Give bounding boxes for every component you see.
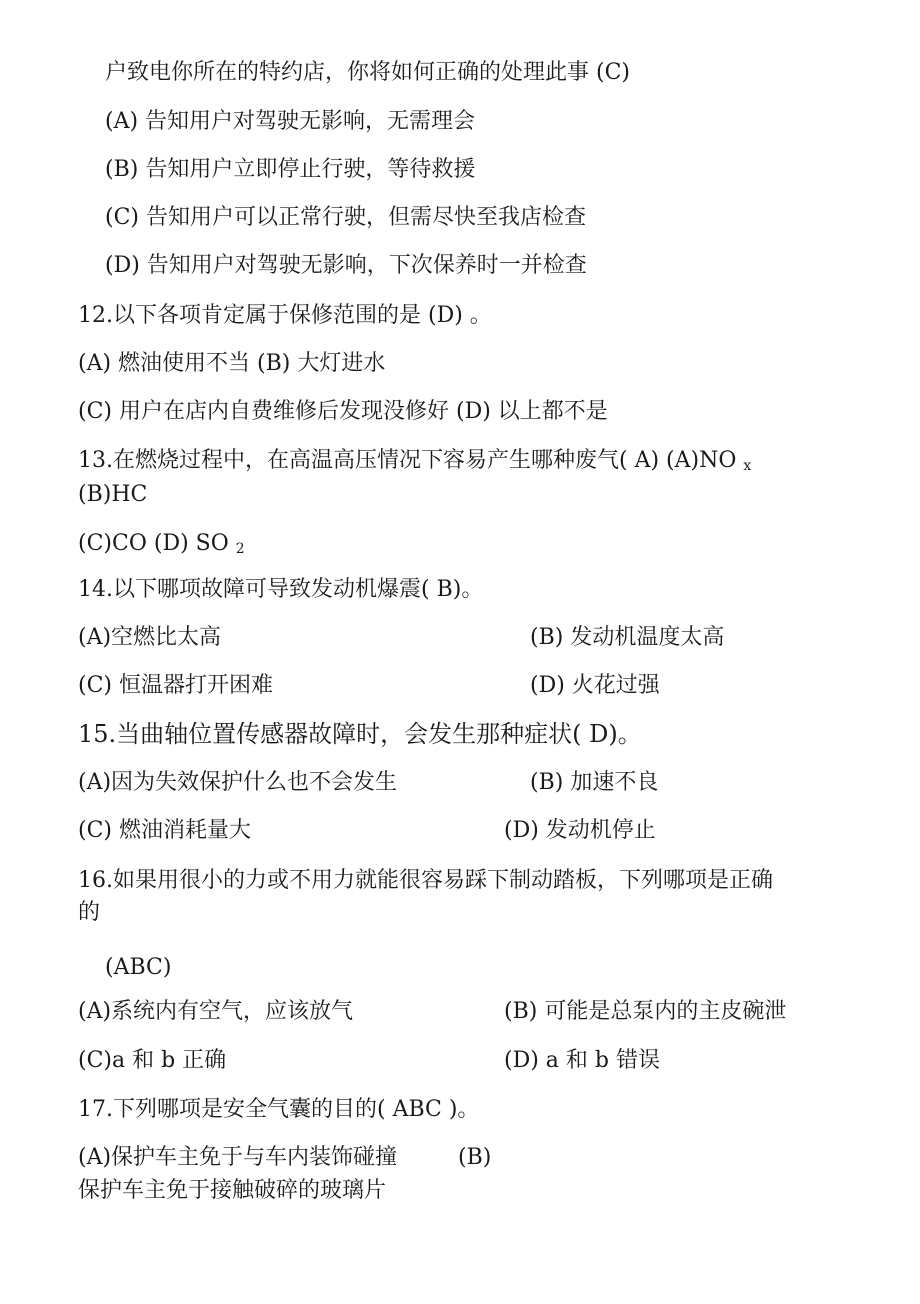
- q15-option-b: (B) 加速不良: [530, 770, 659, 795]
- q14-option-d: (D) 火花过强: [530, 673, 660, 698]
- q13-stem-text: 13.在燃烧过程中，在高温高压情况下容易产生哪种废气( A) (A)NO: [78, 448, 737, 473]
- q11-stem: 户致电你所在的特约店，你将如何正确的处理此事 (C): [105, 60, 630, 85]
- q12-options-ab: (A) 燃油使用不当 (B) 大灯进水: [78, 351, 386, 376]
- q13-options-cd-text: (C)CO (D) SO: [78, 531, 229, 556]
- q15-stem: 15.当曲轴位置传感器故障时，会发生那种症状( D)。: [78, 720, 642, 748]
- q11-option-d: (D) 告知用户对驾驶无影响，下次保养时一并检查: [105, 253, 587, 278]
- q15-option-d: (D) 发动机停止: [504, 818, 656, 843]
- q17-option-b-label: (B): [458, 1145, 492, 1170]
- q14-option-a: (A)空燃比太高: [78, 625, 222, 650]
- q13-stem: [78, 446, 751, 481]
- q16-answer: (ABC): [105, 955, 172, 980]
- q15-option-a: (A)因为失效保护什么也不会发生: [78, 770, 398, 795]
- q16-option-d: (D) a 和 b 错误: [504, 1048, 660, 1073]
- q12-options-cd: (C) 用户在店内自费维修后发现没修好 (D) 以上都不是: [78, 399, 608, 424]
- q11-option-c: (C) 告知用户可以正常行驶，但需尽快至我店检查: [105, 205, 586, 230]
- q16-option-b: (B) 可能是总泵内的主皮碗泄: [504, 999, 787, 1024]
- q17-option-b-text: 保护车主免于接触破碎的玻璃片: [78, 1178, 387, 1203]
- q16-stem: 16.如果用很小的力或不用力就能很容易踩下制动踏板，下列哪项是正确: [78, 868, 773, 893]
- q14-option-c: (C) 恒温器打开困难: [78, 673, 273, 698]
- q14-stem: 14.以下哪项故障可导致发动机爆震( B)。: [78, 577, 484, 602]
- q16-option-c: (C)a 和 b 正确: [78, 1048, 227, 1073]
- q13-options-cd: [78, 529, 245, 564]
- q11-option-a: (A) 告知用户对驾驶无影响，无需理会: [105, 109, 476, 134]
- q12-stem: 12.以下各项肯定属于保修范围的是 (D) 。: [78, 303, 492, 328]
- q17-option-a: (A)保护车主免于与车内装饰碰撞: [78, 1145, 398, 1170]
- q13-subscript: 2: [235, 541, 245, 557]
- q14-option-b: (B) 发动机温度太高: [530, 625, 725, 650]
- q11-option-b: (B) 告知用户立即停止行驶，等待救援: [105, 157, 476, 182]
- q13-stem-subscript: x: [743, 458, 752, 474]
- q13-option-b: (B)HC: [78, 482, 148, 507]
- q16-option-a: (A)系统内有空气，应该放气: [78, 999, 354, 1024]
- q15-option-c: (C) 燃油消耗量大: [78, 818, 251, 843]
- q16-stem-continued: 的: [78, 900, 101, 925]
- q17-stem: 17.下列哪项是安全气囊的目的( ABC )。: [78, 1097, 480, 1122]
